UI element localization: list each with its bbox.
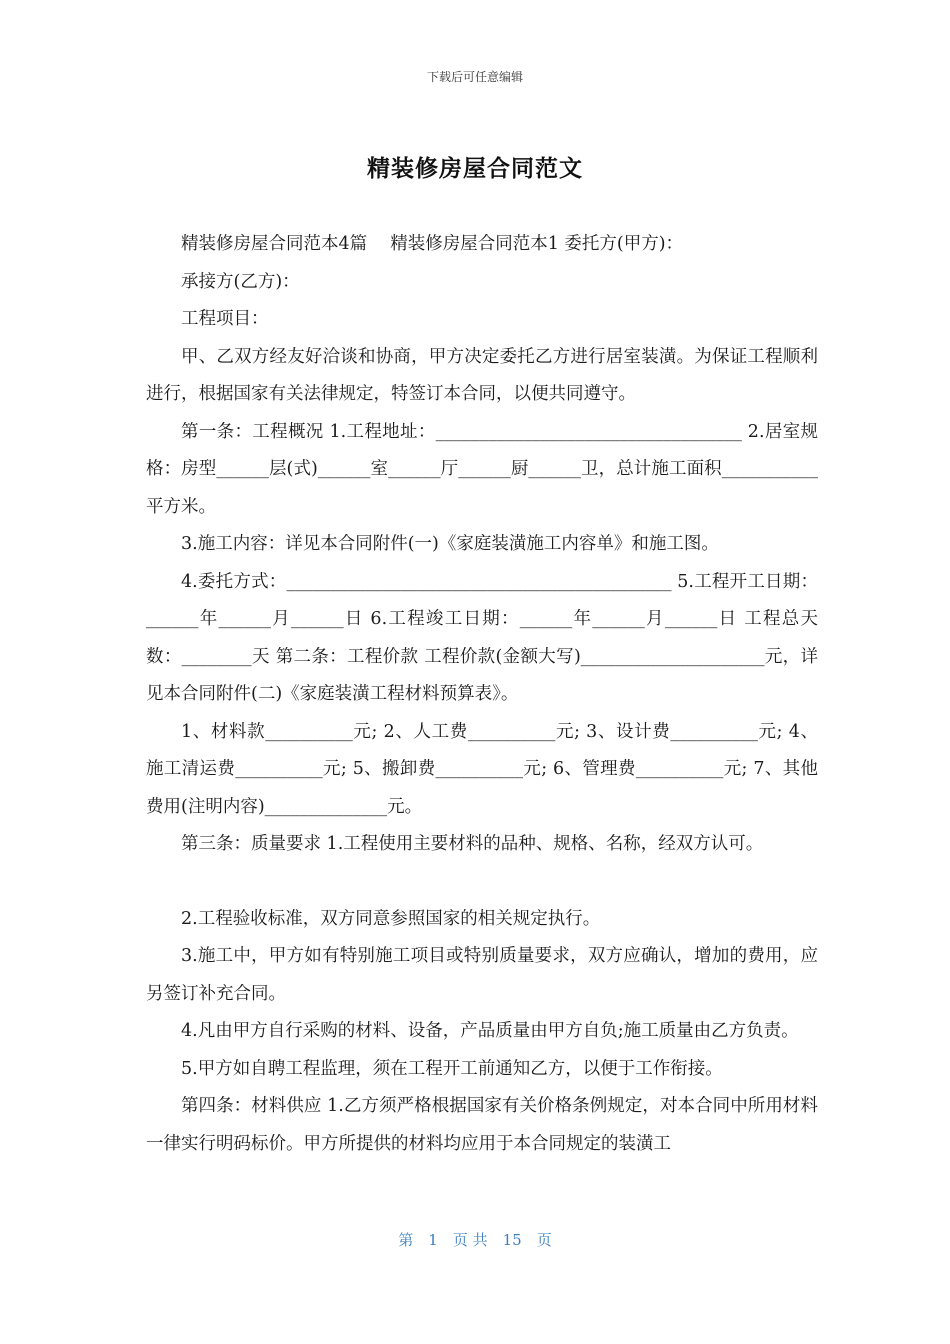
paragraph-materials-liability: 4.凡由甲方自行采购的材料、设备，产品质量由甲方自负;施工质量由乙方负责。 xyxy=(181,1021,799,1041)
paragraph-intro: 精装修房屋合同范本4篇 精装修房屋合同范本1 委托方(甲方)： xyxy=(181,234,684,254)
paragraph-article-4: 第四条：材料供应 1.乙方须严格根据国家有关价格条例规定，对本合同中所用材料一律实行明码标价。甲方所提供的材料均应用于本合同规定的装潢工 xyxy=(146,1096,818,1154)
paragraph-article-3: 第三条：质量要求 1.工程使用主要材料的品种、规格、名称，经双方认可。 xyxy=(181,834,764,854)
page-number: 第 1 页 共 15 页 xyxy=(398,1231,552,1249)
header-note: 下载后可任意编辑 xyxy=(426,70,523,84)
paragraph-special-requirements: 3.施工中，甲方如有特别施工项目或特别质量要求，双方应确认，增加的费用，应另签订补充合同。 xyxy=(146,946,818,1004)
paragraph-project: 工程项目： xyxy=(181,309,269,329)
paragraph-supervision: 5.甲方如自聘工程监理，须在工程开工前通知乙方，以便于工作衔接。 xyxy=(181,1058,723,1079)
paragraph-acceptance: 2.工程验收标准，双方同意参照国家的相关规定执行。 xyxy=(181,908,601,929)
document-title: 精装修房屋合同范文 xyxy=(367,156,583,182)
paragraph-article-1: 第一条：工程概况 1.工程地址：___________________________________ 2.居室规格：房型______层(式)______室______厅______厨______卫，总计施工面积___________平方米。 xyxy=(146,421,818,517)
paragraph-fees: 1、材料款__________元; 2、人工费__________元; 3、设计费__________元; 4、施工清运费__________元; 5、搬卸费__________元; 6、管理费__________元; 7、其他费用(注明内容)______________元。 xyxy=(146,721,818,817)
document-body xyxy=(146,226,818,1163)
paragraph-scope: 3.施工内容：详见本合同附件(一)《家庭装潢施工内容单》和施工图。 xyxy=(181,534,719,554)
paragraph-schedule-price: 4.委托方式：____________________________________________ 5.工程开工日期：______年______月______日 6.工程竣工日期：______年______月______日 工程总天数：________天 第二条：工程价款 工程价款(金额大写)_____________________元，详见本合同附件(二)《家庭装潢工程材料预算表》。 xyxy=(146,571,818,704)
paragraph-preamble: 甲、乙双方经友好洽谈和协商，甲方决定委托乙方进行居室装潢。为保证工程顺利进行，根据国家有关法律规定，特签订本合同，以便共同遵守。 xyxy=(146,346,818,404)
paragraph-party-b: 承接方(乙方)： xyxy=(181,271,300,292)
